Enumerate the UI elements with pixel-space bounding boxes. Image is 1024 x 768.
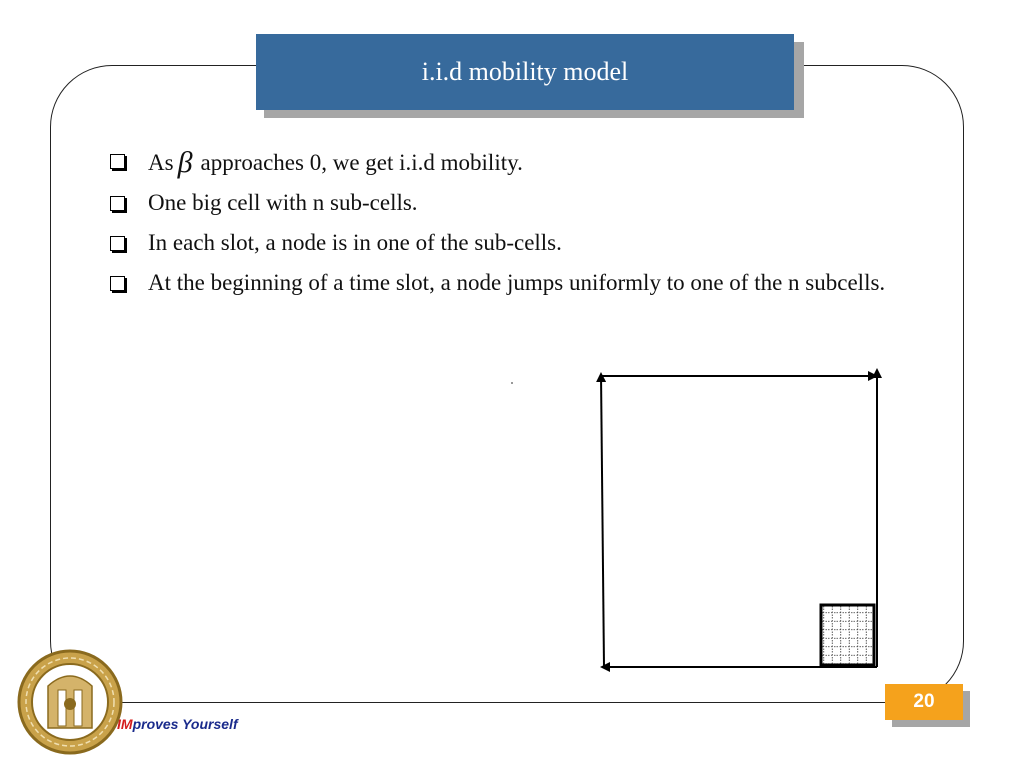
bullet-item: In each slot, a node is in one of the sub-cells. [110,227,910,259]
checkbox-bullet-icon [110,196,125,211]
bullet-item: One big cell with n sub-cells. [110,187,910,219]
checkbox-bullet-icon [110,154,125,169]
university-seal-icon [16,648,124,756]
checkbox-bullet-icon [110,236,125,251]
bullet-item: At the beginning of a time slot, a node jumps uniformly to one of the n subcells. [110,267,910,299]
slide-title: i.i.d mobility model [256,34,794,110]
cell-diagram [590,362,890,677]
stray-dot [511,382,513,384]
sub-cell-grid [821,605,874,665]
page-number: 20 [885,684,963,720]
checkbox-bullet-icon [110,276,125,291]
bullet-list [110,145,910,307]
footer-slogan: IMproves Yourself [117,716,238,732]
beta-symbol: β [177,146,193,179]
left-arrow [601,374,604,667]
bullet-item: As β approaches 0, we get i.i.d mobility. [110,145,910,179]
